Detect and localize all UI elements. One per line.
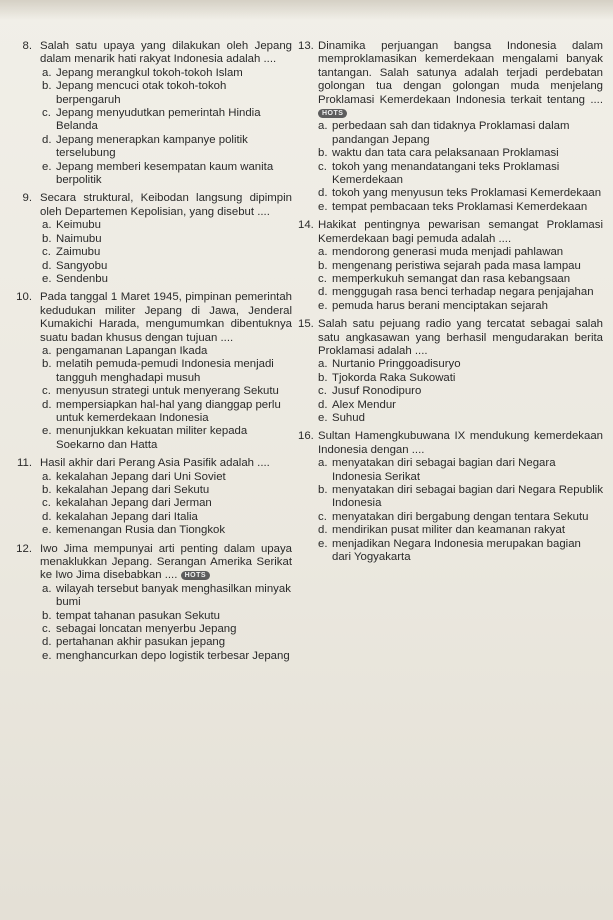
option-text: kemenangan Rusia dan Tiongkok bbox=[56, 524, 226, 537]
question-number: 13. bbox=[298, 40, 314, 52]
option-letter: b. bbox=[42, 358, 52, 371]
answer-option bbox=[42, 471, 292, 484]
answer-option bbox=[42, 219, 292, 232]
option-text: Jepang mencuci otak tokoh-tokoh berpengaruh bbox=[56, 80, 227, 106]
question-number: 8. bbox=[22, 40, 32, 52]
option-text: menyatakan diri bergabung dengan tentara Sekutu bbox=[332, 510, 589, 523]
question-text-content: Hakikat pentingnya pewarisan semangat Proklamasi Kemerdekaan bagi pemuda adalah .... bbox=[318, 219, 603, 245]
option-letter: e. bbox=[42, 272, 52, 285]
option-text: menyusun strategi untuk menyerang Sekutu bbox=[56, 385, 279, 398]
option-letter: b. bbox=[42, 609, 52, 622]
question-item bbox=[298, 219, 603, 313]
option-text: Tjokorda Raka Sukowati bbox=[332, 371, 456, 384]
option-text: Jepang menerapkan kampanye politik terselubung bbox=[56, 133, 248, 160]
option-text: perbedaan sah dan tidaknya Proklamasi dalam pandangan Jepang bbox=[332, 120, 570, 146]
option-text: waktu dan tata cara pelaksanaan Proklamasi bbox=[332, 147, 559, 160]
option-text: mendirikan pusat militer dan keamanan rakyat bbox=[332, 524, 565, 537]
left-column bbox=[10, 40, 292, 668]
answer-option bbox=[42, 161, 292, 188]
option-text: melatih pemuda-pemudi Indonesia menjadi tangguh menghadapi musuh bbox=[56, 358, 274, 384]
option-text: menunjukkan kekuatan militer kepada Soekarno dan Hatta bbox=[56, 425, 248, 451]
option-letter: a. bbox=[318, 358, 328, 371]
question-number: 11. bbox=[17, 457, 32, 470]
question-text-content: Hasil akhir dari Perang Asia Pasifik adalah .... bbox=[40, 457, 270, 470]
option-letter: e. bbox=[42, 425, 52, 438]
option-letter: b. bbox=[318, 371, 328, 384]
option-letter: e. bbox=[318, 299, 328, 312]
answer-option bbox=[42, 610, 292, 623]
option-letter: c. bbox=[42, 246, 51, 259]
question-item bbox=[298, 40, 603, 214]
question-number: 14. bbox=[298, 219, 314, 232]
option-text: kekalahan Jepang dari Uni Soviet bbox=[56, 470, 226, 483]
answer-option bbox=[42, 484, 292, 497]
answer-option bbox=[42, 260, 292, 273]
hots-badge: HOTS bbox=[181, 571, 210, 580]
option-text: mengenang peristiwa sejarah pada masa lampau bbox=[332, 259, 581, 272]
option-text: mempersiapkan hal-hal yang dianggap perlu untuk kemerdekaan Indonesia bbox=[56, 398, 281, 424]
answer-option bbox=[42, 399, 292, 426]
answer-option bbox=[42, 583, 292, 610]
option-text: sebagai loncatan menyerbu Jepang bbox=[56, 623, 237, 636]
answer-option bbox=[42, 80, 292, 107]
question-number: 15. bbox=[298, 318, 314, 331]
question-text bbox=[40, 291, 292, 345]
option-letter: b. bbox=[42, 232, 52, 245]
question-text bbox=[40, 543, 292, 583]
option-letter: c. bbox=[42, 385, 51, 398]
option-letter: e. bbox=[318, 411, 328, 424]
option-text: kekalahan Jepang dari Italia bbox=[56, 510, 198, 523]
question-stem bbox=[298, 430, 603, 457]
option-letter: a. bbox=[318, 457, 328, 470]
option-text: menyatakan diri sebagai bagian dari Negara Republik Indonesia bbox=[332, 484, 604, 510]
option-text: Jepang menyudutkan pemerintah Hindia Belanda bbox=[56, 107, 261, 133]
answer-option bbox=[318, 147, 603, 160]
hots-badge: HOTS bbox=[318, 109, 347, 118]
question-text bbox=[40, 192, 292, 219]
question-stem bbox=[298, 318, 603, 358]
option-letter: d. bbox=[42, 259, 52, 272]
option-text: kekalahan Jepang dari Jerman bbox=[56, 497, 212, 510]
answer-option bbox=[42, 107, 292, 134]
question-text-content: Dinamika perjuangan bangsa Indonesia dalam memproklamasikan kemerdekaan mengalami banyak tantangan. Salah satunya adalah terjadi perdebatan golongan tua dengan golongan muda menjelang Proklamasi Kemerdekaan Indonesia terkait tentang .... bbox=[318, 40, 603, 106]
question-text bbox=[40, 457, 292, 470]
question-text bbox=[318, 318, 603, 358]
option-letter: a. bbox=[42, 470, 52, 483]
answer-option bbox=[318, 120, 603, 147]
question-stem bbox=[298, 40, 603, 120]
option-letter: e. bbox=[318, 537, 328, 550]
option-text: memperkukuh semangat dan rasa kebangsaan bbox=[332, 272, 571, 285]
answer-option bbox=[318, 399, 603, 412]
question-item bbox=[10, 543, 292, 664]
option-text: tempat pembacaan teks Proklamasi Kemerdekaan bbox=[332, 200, 588, 213]
answer-option bbox=[318, 412, 603, 425]
answer-option bbox=[42, 345, 292, 358]
question-item bbox=[10, 291, 292, 452]
question-item bbox=[10, 192, 292, 286]
option-letter: e. bbox=[42, 649, 52, 662]
answer-option bbox=[42, 385, 292, 398]
option-text: Jusuf Ronodipuro bbox=[332, 385, 422, 398]
question-text-content: Salah satu upaya yang dilakukan oleh Jepang dalam menarik hati rakyat Indonesia adalah .... bbox=[40, 40, 292, 66]
option-letter: a. bbox=[42, 582, 52, 595]
question-stem bbox=[10, 543, 292, 583]
answer-option bbox=[318, 484, 603, 511]
answer-option bbox=[318, 385, 603, 398]
option-text: pemuda harus berani menciptakan sejarah bbox=[332, 299, 548, 312]
answer-option bbox=[318, 524, 603, 537]
option-text: mendorong generasi muda menjadi pahlawan bbox=[332, 246, 564, 259]
option-letter: b. bbox=[42, 80, 52, 93]
question-stem bbox=[10, 291, 292, 345]
answer-option bbox=[318, 201, 603, 214]
answer-option bbox=[318, 372, 603, 385]
answer-option bbox=[42, 650, 292, 663]
question-text-content: Sultan Hamengkubuwana IX mendukung kemerdekaan Indonesia dengan .... bbox=[318, 430, 603, 456]
answer-option bbox=[318, 273, 603, 286]
answer-option bbox=[42, 497, 292, 510]
option-letter: a. bbox=[318, 120, 328, 133]
option-text: Naimubu bbox=[56, 232, 102, 245]
question-text-content: Salah satu pejuang radio yang tercatat sebagai salah satu angkasawan yang berhasil mengudarakan berita Proklamasi adalah .... bbox=[318, 318, 603, 357]
question-text-content: Pada tanggal 1 Maret 1945, pimpinan pemerintah kedudukan militer Jepang di Jawa, Jenderal Kumakichi Harada, mengumumkan dibentuknya suatu badan khusus dengan tujuan .... bbox=[40, 291, 292, 344]
question-stem bbox=[10, 457, 292, 470]
option-text: Suhud bbox=[332, 411, 365, 424]
option-text: menyatakan diri sebagai bagian dari Negara Indonesia Serikat bbox=[332, 457, 556, 483]
answer-option bbox=[42, 636, 292, 649]
option-letter: b. bbox=[42, 484, 52, 496]
option-text: Sendenbu bbox=[56, 272, 108, 285]
question-item bbox=[298, 318, 603, 425]
option-letter: d. bbox=[42, 133, 52, 146]
option-letter: b. bbox=[318, 484, 328, 496]
question-text bbox=[40, 40, 292, 67]
option-text: Jepang memberi kesempatan kaum wanita berpolitik bbox=[56, 160, 274, 187]
right-column bbox=[298, 40, 603, 569]
option-text: menggugah rasa benci terhadap negara penjajahan bbox=[332, 286, 594, 299]
option-letter: d. bbox=[318, 187, 328, 200]
option-letter: a. bbox=[42, 344, 52, 357]
option-text: menghancurkan depo logistik terbesar Jepang bbox=[56, 649, 290, 662]
answer-option bbox=[318, 538, 603, 565]
question-number: 10. bbox=[16, 291, 32, 304]
option-letter: d. bbox=[42, 636, 52, 649]
answer-option bbox=[42, 67, 292, 80]
option-letter: b. bbox=[318, 147, 328, 160]
option-text: Nurtanio Pringgoadisuryo bbox=[332, 358, 461, 371]
option-letter: a. bbox=[42, 219, 52, 232]
option-text: Keimubu bbox=[56, 219, 101, 232]
option-text: Alex Mendur bbox=[332, 398, 396, 411]
answer-option bbox=[42, 524, 292, 537]
answer-option bbox=[318, 246, 603, 259]
option-text: tempat tahanan pasukan Sekutu bbox=[56, 609, 221, 622]
question-stem bbox=[10, 192, 292, 219]
answer-option bbox=[42, 273, 292, 286]
option-letter: e. bbox=[42, 160, 52, 173]
option-text: tokoh yang menyusun teks Proklamasi Kemerdekaan bbox=[332, 187, 602, 200]
question-text bbox=[318, 430, 603, 457]
question-text bbox=[318, 219, 603, 246]
answer-option bbox=[318, 457, 603, 484]
question-text bbox=[318, 40, 603, 120]
option-letter: c. bbox=[318, 510, 327, 523]
option-text: Sangyobu bbox=[56, 259, 108, 272]
question-number: 12. bbox=[16, 542, 32, 555]
option-letter: c. bbox=[42, 107, 51, 120]
option-letter: b. bbox=[318, 259, 328, 272]
option-text: pertahanan akhir pasukan jepang bbox=[56, 636, 226, 649]
option-text: menjadikan Negara Indonesia merupakan bagian dari Yogyakarta bbox=[332, 537, 581, 564]
question-number: 9. bbox=[22, 192, 32, 205]
answer-option bbox=[318, 161, 603, 188]
question-stem bbox=[10, 40, 292, 67]
answer-option bbox=[42, 511, 292, 524]
option-letter: d. bbox=[318, 524, 328, 537]
option-letter: c. bbox=[318, 272, 327, 285]
option-text: wilayah tersebut banyak menghasilkan minyak bumi bbox=[56, 582, 291, 609]
option-text: kekalahan Jepang dari Sekutu bbox=[56, 484, 210, 496]
option-letter: c. bbox=[318, 160, 327, 173]
question-number: 16. bbox=[298, 430, 314, 443]
option-letter: e. bbox=[318, 200, 328, 213]
option-letter: a. bbox=[318, 246, 328, 259]
answer-option bbox=[318, 187, 603, 200]
option-letter: c. bbox=[42, 623, 51, 636]
option-letter: d. bbox=[42, 398, 52, 411]
question-item bbox=[10, 40, 292, 187]
answer-option bbox=[318, 286, 603, 299]
answer-option bbox=[318, 511, 603, 524]
option-text: tokoh yang menandatangani teks Proklamasi Kemerdekaan bbox=[332, 160, 560, 187]
page-shadow bbox=[0, 0, 613, 20]
option-letter: c. bbox=[42, 497, 51, 510]
option-letter: d. bbox=[318, 398, 328, 411]
answer-option bbox=[318, 260, 603, 273]
question-stem bbox=[298, 219, 603, 246]
answer-option bbox=[42, 246, 292, 259]
option-text: pengamanan Lapangan Ikada bbox=[56, 344, 208, 357]
option-letter: a. bbox=[42, 66, 52, 79]
answer-option bbox=[42, 134, 292, 161]
question-item bbox=[298, 430, 603, 564]
answer-option bbox=[318, 300, 603, 313]
question-text-content: Iwo Jima mempunyai arti penting dalam upaya menaklukkan Jepang. Serangan Amerika Serikat ke Iwo Jima disebabkan .... bbox=[40, 542, 292, 582]
option-text: Zaimubu bbox=[56, 246, 101, 259]
answer-option bbox=[42, 358, 292, 385]
answer-option bbox=[42, 623, 292, 636]
option-letter: c. bbox=[318, 385, 327, 398]
option-letter: d. bbox=[318, 286, 328, 299]
option-letter: e. bbox=[42, 524, 52, 537]
option-letter: d. bbox=[42, 510, 52, 523]
question-text-content: Secara struktural, Keibodan langsung dipimpin oleh Departemen Kepolisian, yang disebut .... bbox=[40, 192, 292, 218]
answer-option bbox=[42, 425, 292, 452]
answer-option bbox=[318, 358, 603, 371]
question-item bbox=[10, 457, 292, 537]
option-text: Jepang merangkul tokoh-tokoh Islam bbox=[56, 66, 243, 79]
answer-option bbox=[42, 233, 292, 246]
